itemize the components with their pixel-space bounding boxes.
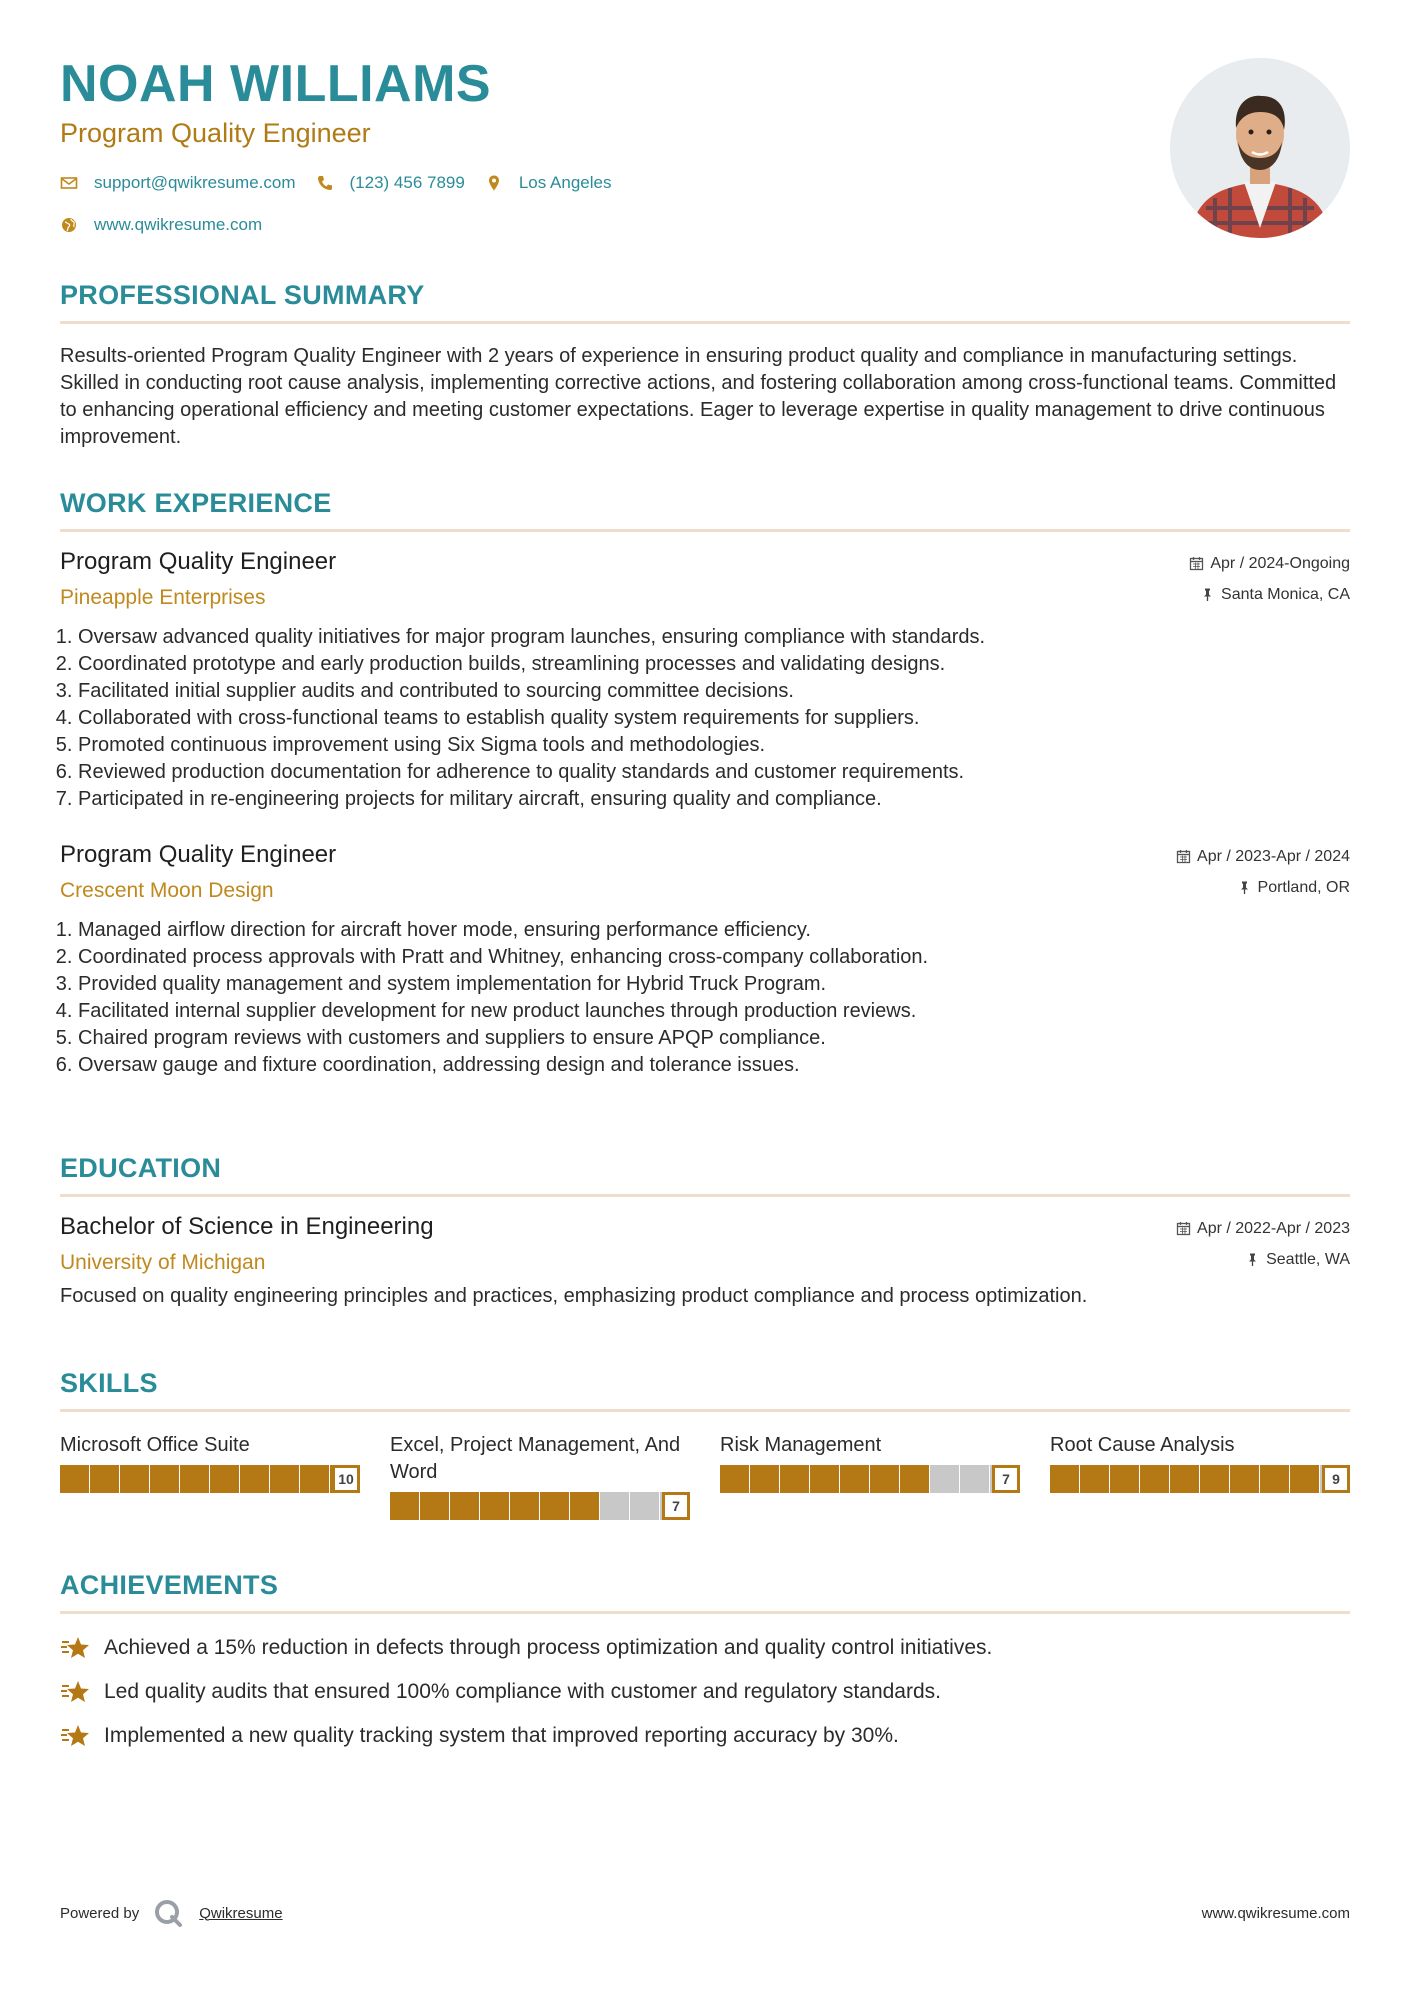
pushpin-icon [1245,1252,1260,1267]
list-item: 4. Collaborated with cross-functional teams to establish quality system requirements for suppliers. [78,705,1350,732]
degree: Bachelor of Science in Engineering [60,1213,434,1240]
section-divider [60,1611,1350,1614]
job-dates [1176,847,1350,866]
skill-bar-segment-filled [420,1492,449,1520]
phone-icon [316,174,334,192]
skill-bar-segment-filled [270,1465,299,1493]
achievement-text: Led quality audits that ensured 100% compliance with customer and regulatory standards. [104,1680,941,1703]
calendar-icon [1176,849,1191,864]
skill-bar-segment-filled [720,1465,749,1493]
education-location [1176,1250,1350,1269]
skill-bar-segment-empty [630,1492,659,1520]
skill-bar-segment-empty [930,1465,959,1493]
calendar-icon [1176,1221,1191,1236]
school: University of Michigan [60,1251,266,1274]
skill-bar-segment-filled [1110,1465,1139,1493]
education-dates-text: Apr / 2022-Apr / 2023 [1197,1219,1350,1237]
candidate-name: NOAH WILLIAMS [60,55,492,113]
skill-bar-segment-filled [1290,1465,1319,1493]
skill-bar-segment-filled [1230,1465,1259,1493]
contact-email[interactable] [60,173,296,193]
skill-bar [1050,1465,1350,1493]
skill-bar-segment-filled [120,1465,149,1493]
list-item: 3. Facilitated initial supplier audits and contributed to sourcing committee decisions. [78,678,1350,705]
skill-bar-segment-filled [540,1492,569,1520]
skill-level-badge: 7 [992,1465,1020,1493]
contact-website[interactable] [60,215,262,235]
education-description: Focused on quality engineering principles and practices, emphasizing product compliance and process optimization. [60,1285,1088,1307]
list-item: 2. Coordinated prototype and early production builds, streamlining processes and validating designs. [78,651,1350,678]
contact-row-secondary [60,215,282,235]
skill-level-badge: 9 [1322,1465,1350,1493]
skill-name: Excel, Project Management, And Word [390,1434,681,1483]
job-dates-text: Apr / 2024-Ongoing [1210,554,1350,572]
achievement-item [60,1634,1350,1662]
location-text: Los Angeles [518,173,612,192]
skill-bar-segment-filled [810,1465,839,1493]
list-item: 1. Managed airflow direction for aircraft hover mode, ensuring performance efficiency. [78,917,1350,944]
section-divider [60,1194,1350,1197]
job-location-text: Portland, OR [1257,878,1350,896]
experience-section [60,490,1350,1079]
skill-bar-segment-filled [300,1465,329,1493]
skill-name: Root Cause Analysis [1050,1434,1235,1456]
job-entry [60,550,1350,813]
skill-bar-segment-filled [780,1465,809,1493]
skill-bar-segment-filled [60,1465,89,1493]
skill-level-badge: 10 [332,1465,360,1493]
skill-bar-segment-empty [960,1465,989,1493]
skills-grid [60,1432,1350,1520]
star-icon [60,1679,90,1705]
skill-bar [720,1465,1020,1493]
list-item: 6. Oversaw gauge and fixture coordination, addressing design and tolerance issues. [78,1052,1350,1079]
website-text: www.qwikresume.com [94,215,263,234]
skill-bar-segment-filled [450,1492,479,1520]
education-section [60,1155,1350,1310]
skill-bar-segment-filled [180,1465,209,1493]
experience-heading: WORK EXPERIENCE [60,488,332,518]
skill-bar-segment-filled [900,1465,929,1493]
education-meta [1176,1219,1350,1269]
job-company: Pineapple Enterprises [60,586,266,609]
job-location [1189,585,1350,604]
skill-bar-segment-filled [840,1465,869,1493]
achievements-heading: ACHIEVEMENTS [60,1570,279,1600]
skill-item [390,1432,690,1520]
skill-bar-segment-filled [750,1465,779,1493]
skill-level-badge: 7 [662,1492,690,1520]
achievement-text: Implemented a new quality tracking system that improved reporting accuracy by 30%. [104,1724,899,1747]
star-icon [60,1635,90,1661]
skill-bar-segment-filled [390,1492,419,1520]
list-item: 3. Provided quality management and system implementation for Hybrid Truck Program. [78,971,1350,998]
list-item: 5. Promoted continuous improvement using Six Sigma tools and methodologies. [78,732,1350,759]
skill-bar-segment-filled [1200,1465,1229,1493]
map-pin-icon [485,174,503,192]
skill-bar-segment-filled [150,1465,179,1493]
skill-bar-segment-filled [210,1465,239,1493]
list-item: 4. Facilitated internal supplier development for new product launches through production reviews. [78,998,1350,1025]
skill-bar-segment-empty [600,1492,629,1520]
star-icon [60,1723,90,1749]
skill-bar-segment-filled [510,1492,539,1520]
job-company: Crescent Moon Design [60,879,274,902]
achievement-item [60,1722,1350,1750]
list-item: 5. Chaired program reviews with customers and suppliers to ensure APQP compliance. [78,1025,1350,1052]
pushpin-icon [1237,880,1252,895]
job-meta [1189,554,1350,604]
achievement-item [60,1678,1350,1706]
footer-url[interactable]: www.qwikresume.com [1201,1904,1350,1922]
skills-heading: SKILLS [60,1368,158,1398]
envelope-icon [60,174,78,192]
skill-bar-segment-filled [480,1492,509,1520]
candidate-title: Program Quality Engineer [60,118,371,148]
skill-bar-segment-filled [870,1465,899,1493]
education-entry [60,1215,1350,1310]
skill-bar-segment-filled [570,1492,599,1520]
section-divider [60,529,1350,532]
job-dates-text: Apr / 2023-Apr / 2024 [1197,847,1350,865]
skill-bar [390,1492,690,1520]
list-item: 6. Reviewed production documentation for adherence to quality standards and customer requirements. [78,759,1350,786]
list-item: 7. Participated in re-engineering projects for military aircraft, ensuring quality and compliance. [78,786,1350,813]
job-dates [1189,554,1350,573]
achievements-section [60,1572,1350,1766]
footer-brand-link[interactable]: Qwikresume [199,1904,283,1922]
contact-phone[interactable] [316,173,465,193]
globe-icon [60,216,78,234]
achievement-text: Achieved a 15% reduction in defects through process optimization and quality control initiatives. [104,1636,993,1659]
skills-section [60,1370,1350,1520]
skill-bar-segment-filled [1260,1465,1289,1493]
skill-name: Microsoft Office Suite [60,1434,250,1456]
footer-powered [60,1898,283,1928]
list-item: 2. Coordinated process approvals with Pratt and Whitney, enhancing cross-company collaboration. [78,944,1350,971]
qwikresume-logo-icon [153,1898,183,1928]
footer [60,1898,1350,1928]
job-meta [1176,847,1350,897]
education-heading: EDUCATION [60,1153,222,1183]
skill-item [1050,1432,1350,1520]
achievements-list [60,1634,1350,1750]
contact-location [485,173,612,193]
phone-text: (123) 456 7899 [349,173,465,192]
list-item: 1. Oversaw advanced quality initiatives for major program launches, ensuring compliance with standards. [78,624,1350,651]
skill-bar-segment-filled [90,1465,119,1493]
skill-bar-segment-filled [240,1465,269,1493]
job-location [1176,878,1350,897]
summary-text: Results-oriented Program Quality Engineer with 2 years of experience in ensuring product quality and compliance in manufacturing settings. Skilled in conducting root cause analysis, implementing corrective actions, and fostering collaboration among cross-functional teams. Committed to enhancing operational efficiency and meeting customer expectations. Eager to leverage expertise in quality management to drive continuous improvement. [60,345,1337,448]
skill-bar-segment-filled [1170,1465,1199,1493]
job-bullets [60,624,1350,813]
summary-section [60,282,1350,451]
header [60,0,1350,250]
contact-row-primary [60,173,631,193]
job-location-text: Santa Monica, CA [1221,585,1350,603]
email-text: support@qwikresume.com [94,173,296,192]
job-title: Program Quality Engineer [60,548,337,575]
summary-heading: PROFESSIONAL SUMMARY [60,280,425,310]
education-dates [1176,1219,1350,1238]
skill-bar-segment-filled [1050,1465,1079,1493]
powered-by-label: Powered by [60,1904,140,1922]
skill-bar-segment-filled [1140,1465,1169,1493]
skill-name: Risk Management [720,1434,882,1456]
skill-item [720,1432,1020,1520]
job-entry [60,843,1350,1079]
section-divider [60,321,1350,324]
job-bullets [60,917,1350,1079]
skill-bar-segment-filled [1080,1465,1109,1493]
job-title: Program Quality Engineer [60,841,337,868]
education-location-text: Seattle, WA [1266,1250,1350,1268]
avatar [1170,58,1350,238]
section-divider [60,1409,1350,1412]
skill-bar [60,1465,360,1493]
pushpin-icon [1200,587,1215,602]
skill-item [60,1432,360,1520]
calendar-icon [1189,556,1204,571]
resume-content [60,0,1350,1747]
